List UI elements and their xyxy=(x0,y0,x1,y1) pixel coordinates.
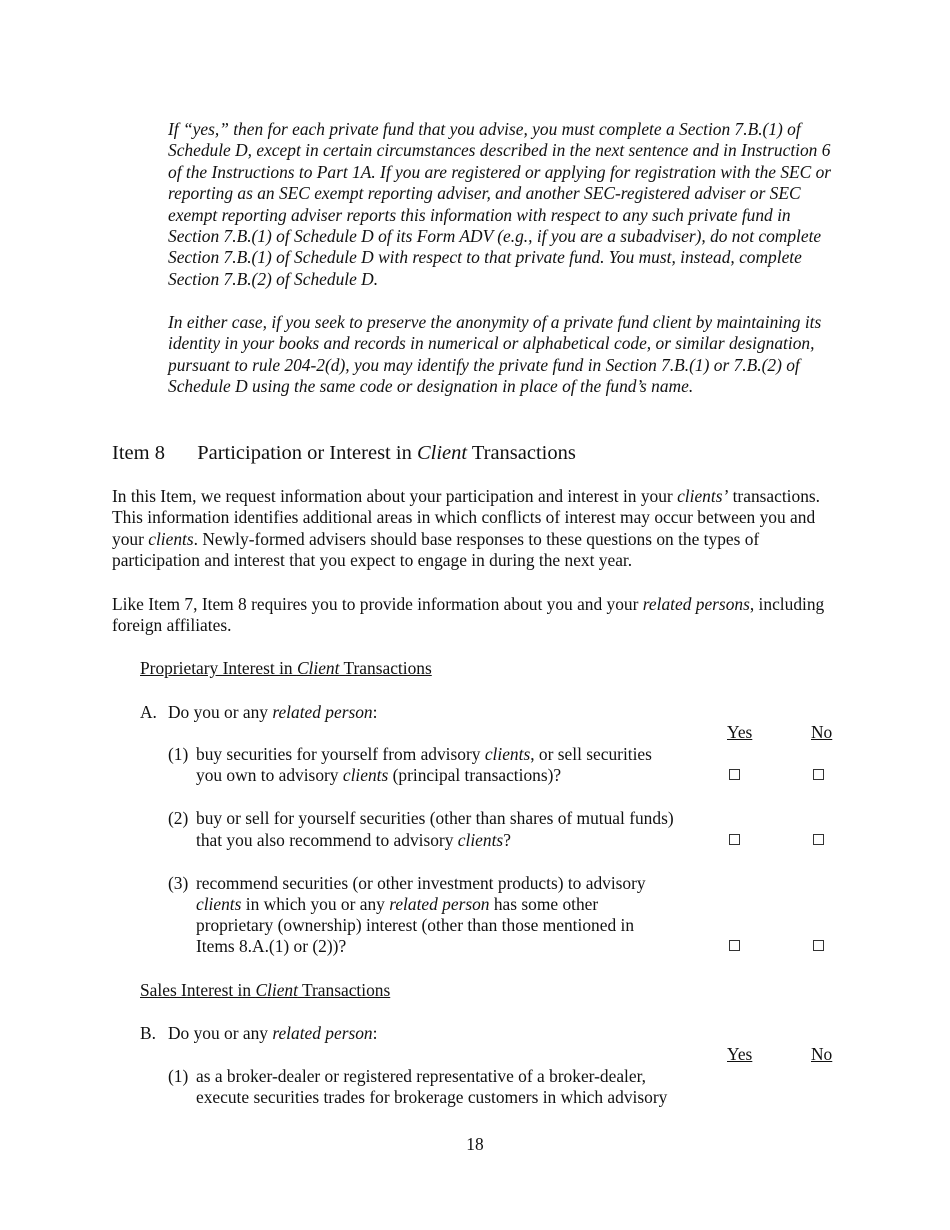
a3-line-4: Items 8.A.(1) or (2))? xyxy=(196,936,347,956)
section-a-yes-header: Yes xyxy=(727,722,753,742)
a2-no-checkbox[interactable] xyxy=(813,834,824,845)
section-a-question: Do you or any related person: xyxy=(168,702,378,722)
item-8-paragraph-1: In this Item, we request information about your participation and interest in your clients’ transactions. This information identifies additional areas in which conflicts of interest may occur between you and your clients. Newly-formed advisers should base responses to these questions on the types of participation and interest that you expect to engage in during the next year. xyxy=(112,486,821,571)
a3-no-checkbox[interactable] xyxy=(813,940,824,951)
a1-no-checkbox[interactable] xyxy=(813,769,824,780)
a2-line-2: that you also recommend to advisory clients? xyxy=(196,830,511,850)
item-8-number: Item 8 xyxy=(112,442,165,464)
a1-line-1: buy securities for yourself from advisory clients, or sell securities xyxy=(196,744,652,764)
b1-line-2: execute securities trades for brokerage customers in which advisory xyxy=(196,1087,668,1107)
intro-paragraph-1: If “yes,” then for each private fund that you advise, you must complete a Section 7.B.(1) of Schedule D, except in certain circumstances described in the next sentence and in Instruction 6 of the Instructions to Part 1A. If you are registered or applying for registration with the SEC or reporting as an SEC exempt reporting adviser, and another SEC-registered adviser or SEC exempt reporting adviser reports this information with respect to any such private fund in Section 7.B.(1) of Schedule D of its Form ADV (e.g., if you are a subadviser), do not complete Section 7.B.(1) of Schedule D with respect to that private fund. You must, instead, complete Section 7.B.(2) of Schedule D. xyxy=(168,119,832,289)
a1-yes-checkbox[interactable] xyxy=(729,769,740,780)
a3-number: (3) xyxy=(168,873,189,893)
a2-yes-checkbox[interactable] xyxy=(729,834,740,845)
item-8-title: Participation or Interest in Client Transactions xyxy=(197,442,576,464)
page-number: 18 xyxy=(466,1134,484,1154)
item-8-paragraph-2: Like Item 7, Item 8 requires you to provide information about you and your related persons, including foreign affiliates. xyxy=(112,594,825,636)
intro-paragraph-2: In either case, if you seek to preserve the anonymity of a private fund client by maintaining its identity in your books and records in numerical or alphabetical code, or similar designation, pursuant to rule 204-2(d), you may identify the private fund in Section 7.B.(1) or 7.B.(2) of Schedule D using the same code or designation in place of the fund’s name. xyxy=(168,312,822,397)
section-b-heading: Sales Interest in Client Transactions xyxy=(140,980,391,1000)
section-b-no-header: No xyxy=(811,1044,833,1064)
a1-number: (1) xyxy=(168,744,189,764)
section-a-letter: A. xyxy=(140,702,157,722)
a2-line-1: buy or sell for yourself securities (other than shares of mutual funds) xyxy=(196,808,674,828)
section-b-letter: B. xyxy=(140,1023,156,1043)
b1-number: (1) xyxy=(168,1066,189,1086)
a1-line-2: you own to advisory clients (principal transactions)? xyxy=(196,765,562,785)
a3-line-1: recommend securities (or other investment products) to advisory xyxy=(196,873,646,893)
a2-number: (2) xyxy=(168,808,189,828)
a3-line-3: proprietary (ownership) interest (other than those mentioned in xyxy=(196,915,635,935)
section-a-heading: Proprietary Interest in Client Transactions xyxy=(140,658,432,678)
item-8-heading xyxy=(112,441,576,465)
section-b-yes-header: Yes xyxy=(727,1044,753,1064)
section-a-no-header: No xyxy=(811,722,833,742)
section-b-question: Do you or any related person: xyxy=(168,1023,378,1043)
a3-yes-checkbox[interactable] xyxy=(729,940,740,951)
a3-line-2: clients in which you or any related person has some other xyxy=(196,894,599,914)
b1-line-1: as a broker-dealer or registered representative of a broker-dealer, xyxy=(196,1066,647,1086)
